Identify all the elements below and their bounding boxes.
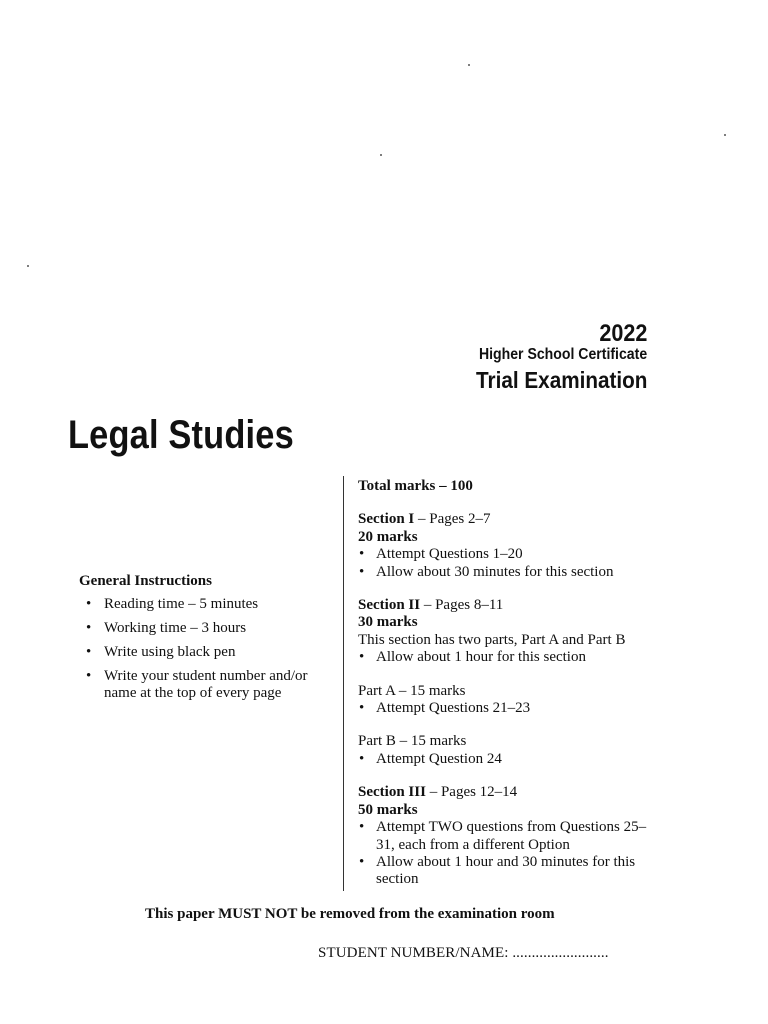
removal-notice: This paper MUST NOT be removed from the examination room — [145, 906, 555, 922]
certificate-name: Higher School Certificate — [478, 346, 647, 363]
scan-speck — [468, 64, 470, 66]
column-divider — [343, 476, 344, 891]
instruction-item: • Working time – 3 hours — [86, 620, 247, 636]
instruction-item: • Reading time – 5 minutes — [86, 596, 259, 612]
section-2 — [358, 597, 658, 667]
section-1-marks: 20 marks — [358, 528, 418, 545]
total-marks: Total marks – 100 — [358, 478, 473, 494]
section-details — [358, 478, 658, 905]
section-1 — [358, 511, 658, 581]
section-2-bullet: • Allow about 1 hour for this section — [359, 649, 586, 666]
section-1-bullet: • Allow about 30 minutes for this section — [359, 563, 614, 580]
section-2-part-b — [358, 733, 658, 768]
section-2-note: This section has two parts, Part A and Part B — [358, 631, 626, 648]
exam-type: Trial Examination — [475, 367, 647, 393]
section-3-bullet: • Allow about 1 hour and 30 minutes for this section — [359, 853, 636, 888]
part-a-title: Part A – 15 marks — [358, 682, 466, 699]
section-1-bullet: • Attempt Questions 1–20 — [359, 546, 523, 563]
part-b-title: Part B – 15 marks — [358, 733, 467, 750]
section-2-part-a — [358, 683, 658, 718]
section-3-bullet: • Attempt TWO questions from Questions 25–31, each from a different Option — [359, 819, 647, 853]
section-3-marks: 50 marks — [358, 801, 418, 818]
section-2-title: Section II – Pages 8–11 — [358, 597, 504, 614]
subject-title: Legal Studies — [68, 413, 294, 457]
student-number-line: STUDENT NUMBER/NAME: ......................... — [318, 945, 609, 961]
instruction-item: • Write your student number and/or name at the top of every page — [86, 668, 308, 701]
scan-speck — [380, 154, 382, 156]
exam-year: 2022 — [598, 320, 647, 347]
section-3-title: Section III – Pages 12–14 — [358, 784, 518, 801]
scan-speck — [27, 265, 29, 267]
general-instructions-title: General Instructions — [79, 573, 212, 589]
section-2-marks: 30 marks — [358, 614, 418, 631]
section-1-title: Section I – Pages 2–7 — [358, 511, 491, 528]
section-3 — [358, 784, 658, 888]
scan-speck — [724, 134, 726, 136]
part-a-bullet: • Attempt Questions 21–23 — [359, 700, 531, 717]
instruction-item: • Write using black pen — [86, 644, 236, 660]
part-b-bullet: • Attempt Question 24 — [359, 750, 502, 767]
general-instructions — [79, 573, 329, 709]
